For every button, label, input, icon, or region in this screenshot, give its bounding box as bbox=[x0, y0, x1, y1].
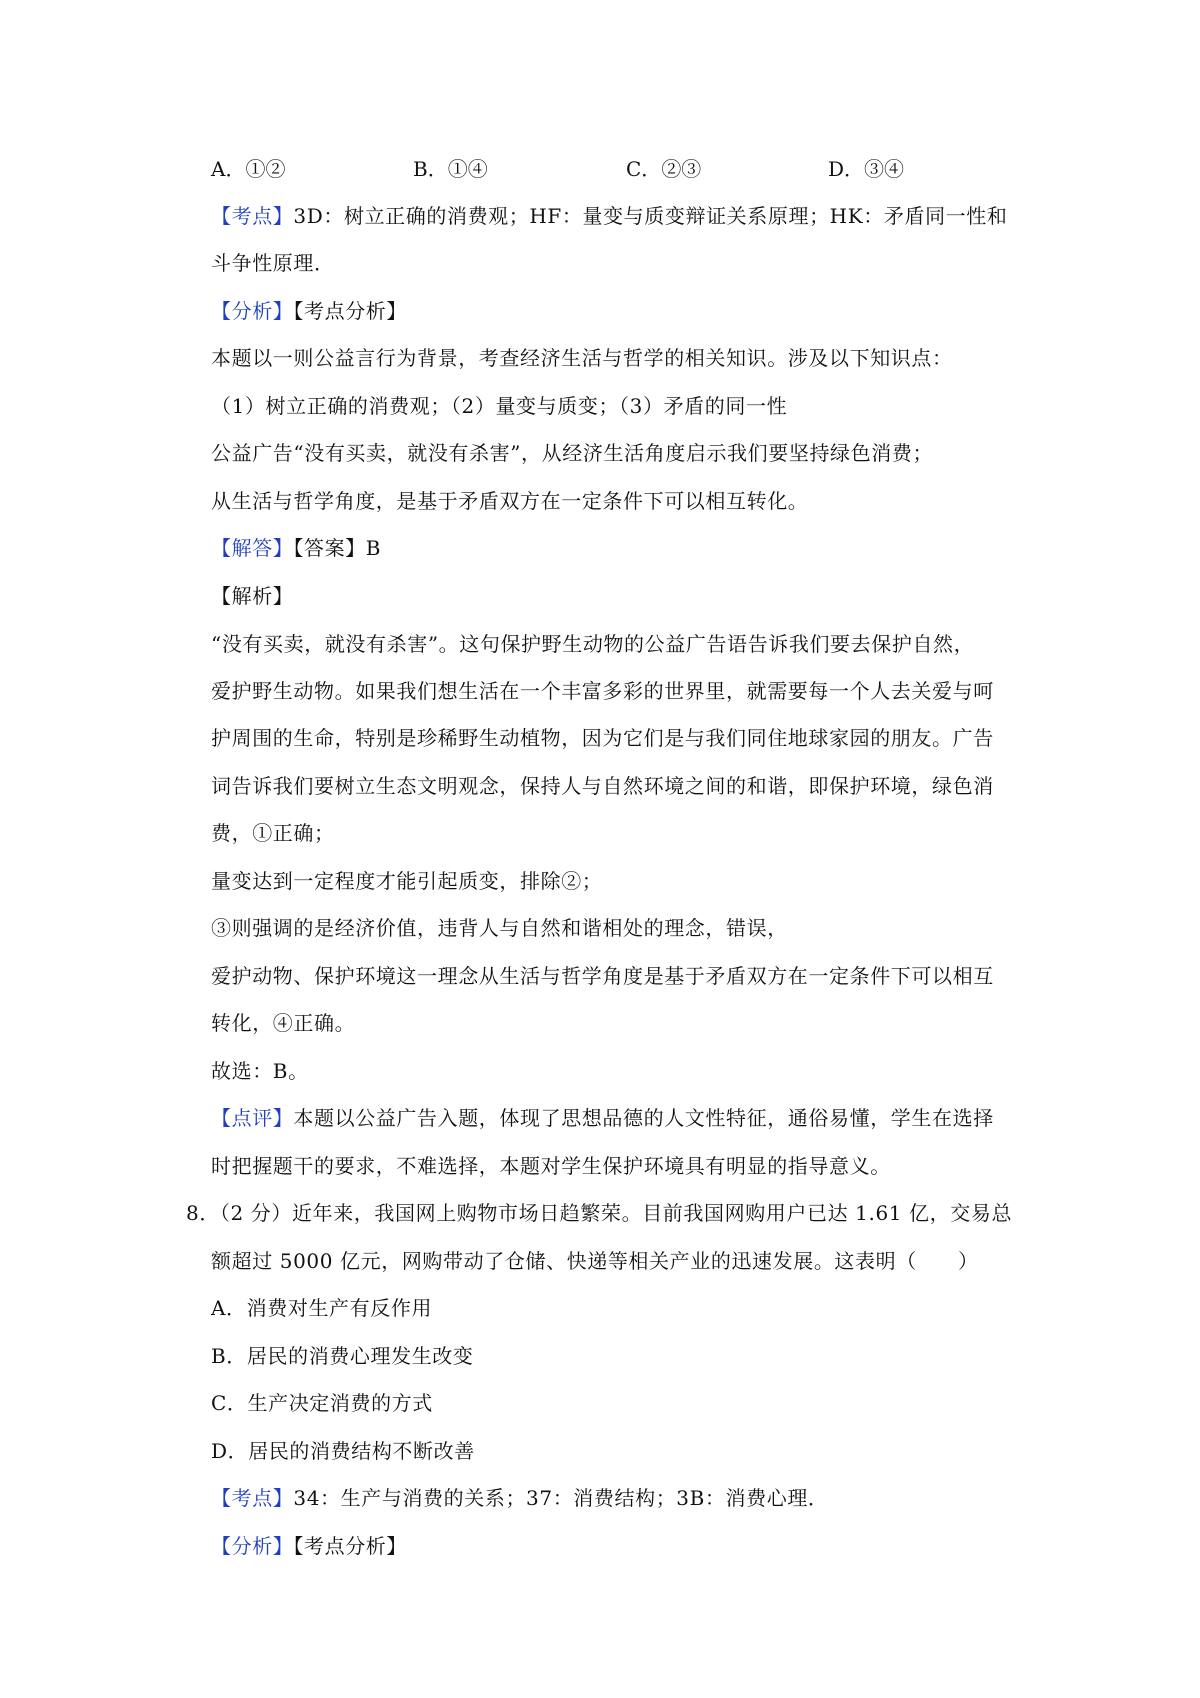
option-letter: A． bbox=[211, 157, 246, 181]
fenxi-label: 【分析】 bbox=[211, 299, 294, 323]
q8-kaodian-line bbox=[211, 1485, 829, 1511]
question-8-stem: 8．（2 分）近年来，我国网上购物市场日趋繁荣。目前我国网购用户已达 1.61 亿，交易总 bbox=[186, 1201, 1013, 1225]
dianping-line bbox=[211, 1105, 994, 1131]
fenxi-tag: 【考点分析】 bbox=[293, 1534, 408, 1558]
kaodian-line bbox=[211, 203, 1007, 229]
jiexi-label: 【解析】 bbox=[211, 584, 294, 608]
option-d bbox=[828, 156, 904, 182]
analysis-line: （1）树立正确的消费观；（2）量变与质变；（3）矛盾的同一性 bbox=[211, 394, 788, 418]
analysis-line: 本题以一则公益言行为背景，考查经济生活与哲学的相关知识。涉及以下知识点： bbox=[211, 346, 953, 370]
explanation-line: 护周围的生命，特别是珍稀野生动植物，因为它们是与我们同住地球家园的朋友。广告 bbox=[211, 726, 994, 750]
option-letter: B． bbox=[413, 157, 448, 181]
analysis-line: 从生活与哲学角度，是基于矛盾双方在一定条件下可以相互转化。 bbox=[211, 489, 809, 513]
jieda-label: 【解答】 bbox=[211, 536, 294, 560]
explanation-line: 词告诉我们要树立生态文明观念，保持人与自然环境之间的和谐，即保护环境，绿色消 bbox=[211, 774, 994, 798]
option-value: ①④ bbox=[447, 157, 488, 181]
explanation-line: 故选：B。 bbox=[211, 1059, 309, 1083]
explanation-line: “没有买卖，就没有杀害”。这句保护野生动物的公益广告语告诉我们要去保护自然， bbox=[211, 632, 975, 656]
dianping-line-2: 时把握题干的要求，不难选择，本题对学生保护环境具有明显的指导意义。 bbox=[211, 1154, 891, 1178]
option-b bbox=[413, 156, 488, 182]
q8-option-c: C．生产决定消费的方式 bbox=[211, 1391, 433, 1415]
option-letter: C． bbox=[626, 157, 662, 181]
answer-text: 【答案】B bbox=[293, 536, 382, 560]
dianping-text: 本题以公益广告入题，体现了思想品德的人文性特征，通俗易懂，学生在选择 bbox=[293, 1106, 994, 1130]
q8-fenxi-line bbox=[211, 1533, 407, 1559]
option-value: ③④ bbox=[864, 157, 905, 181]
explanation-line: 费，①正确； bbox=[211, 821, 335, 845]
option-value: ①② bbox=[245, 157, 286, 181]
explanation-line: 爱护动物、保护环境这一理念从生活与哲学角度是基于矛盾双方在一定条件下可以相互 bbox=[211, 964, 994, 988]
fenxi-line bbox=[211, 298, 407, 324]
explanation-line: 转化，④正确。 bbox=[211, 1011, 356, 1035]
kaodian-text: 3D：树立正确的消费观；HF：量变与质变辩证关系原理；HK：矛盾同一性和 bbox=[293, 204, 1008, 228]
question-8-stem-2: 额超过 5000 亿元，网购带动了仓储、快递等相关产业的迅速发展。这表明（ ） bbox=[211, 1249, 979, 1273]
kaodian-text: 34：生产与消费的关系；37：消费结构；3B：消费心理． bbox=[293, 1486, 829, 1510]
kaodian-line-2: 斗争性原理． bbox=[211, 251, 335, 275]
option-a bbox=[211, 156, 285, 182]
fenxi-label: 【分析】 bbox=[211, 1534, 294, 1558]
q8-option-a: A．消费对生产有反作用 bbox=[211, 1296, 433, 1320]
fenxi-tag: 【考点分析】 bbox=[293, 299, 408, 323]
kaodian-label: 【考点】 bbox=[211, 204, 294, 228]
q8-option-d: D．居民的消费结构不断改善 bbox=[211, 1439, 475, 1463]
explanation-line: 量变达到一定程度才能引起质变，排除②； bbox=[211, 869, 603, 893]
option-value: ②③ bbox=[661, 157, 702, 181]
q8-option-b: B．居民的消费心理发生改变 bbox=[211, 1344, 474, 1368]
explanation-line: ③则强调的是经济价值，违背人与自然和谐相处的理念，错误， bbox=[211, 916, 788, 940]
option-letter: D． bbox=[828, 157, 865, 181]
kaodian-label: 【考点】 bbox=[211, 1486, 294, 1510]
dianping-label: 【点评】 bbox=[211, 1106, 294, 1130]
explanation-line: 爱护野生动物。如果我们想生活在一个丰富多彩的世界里，就需要每一个人去关爱与呵 bbox=[211, 679, 994, 703]
jieda-line bbox=[211, 535, 381, 561]
option-c bbox=[626, 156, 701, 182]
analysis-line: 公益广告“没有买卖，就没有杀害”，从经济生活角度启示我们要坚持绿色消费； bbox=[211, 441, 934, 465]
